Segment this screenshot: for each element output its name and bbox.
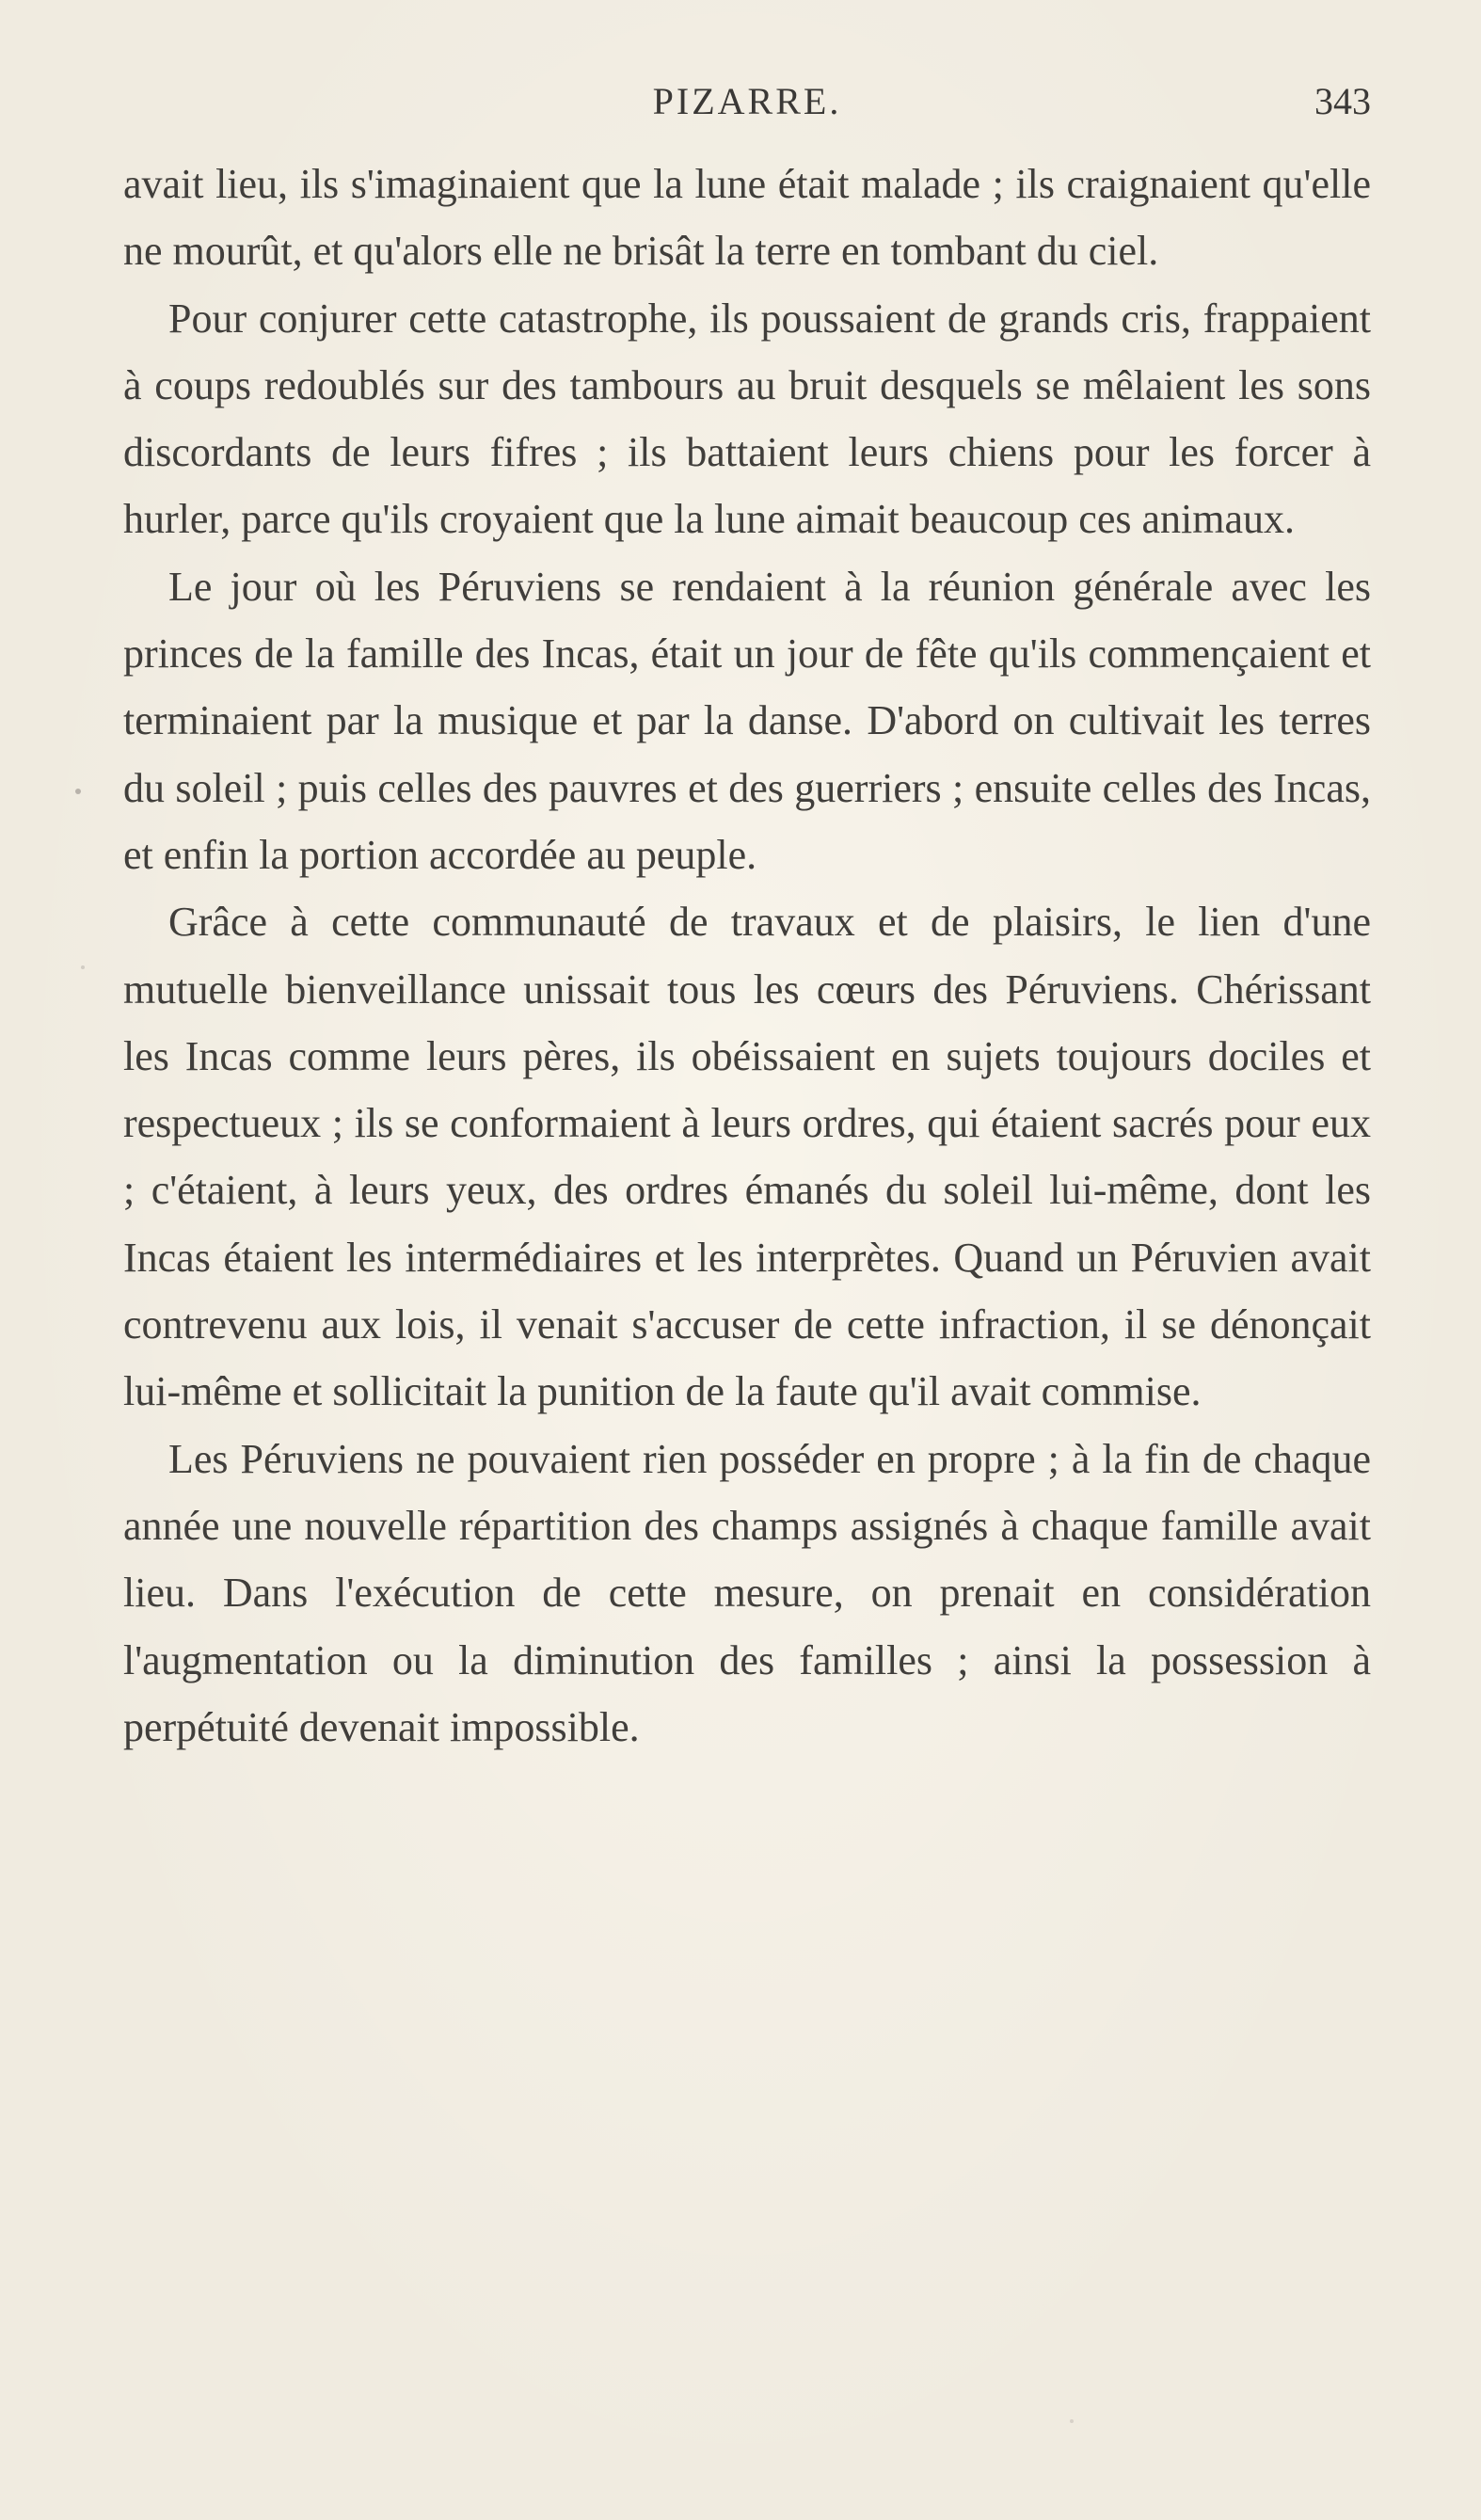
- page-number: 343: [1314, 80, 1371, 122]
- paragraph: Les Péruviens ne pouvaient rien posséder en propre ; à la fin de chaque année une nouvelle répartition des champs assignés à chaque famille avait lieu. Dans l'exécution de cette mesure, on prenait en considération l'augmentation ou la diminution des familles ; ainsi la possession à perpétuité devenait impossible.: [123, 1435, 1371, 1750]
- paragraph: Grâce à cette communauté de travaux et de plaisirs, le lien d'une mutuelle bienveillance unissait tous les cœurs des Péruviens. Chérissant les Incas comme leurs pères, ils obéissaient en sujets toujours dociles et respectueux ; ils se conformaient à leurs ordres, qui étaient sacrés pour eux ; c'étaient, à leurs yeux, des ordres émanés du soleil lui-même, dont les Incas étaient les intermédiaires et les interprètes. Quand un Péruvien avait contrevenu aux lois, il venait s'accuser de cette infraction, il se dénonçait lui-même et sollicitait la punition de la faute qu'il avait commise.: [123, 899, 1371, 1415]
- running-title: PIZARRE.: [652, 80, 842, 122]
- ink-speck: [1070, 2419, 1074, 2423]
- paragraph-continuation: avait lieu, ils s'imaginaient que la lune était malade ; ils craignaient qu'elle ne mourût, et qu'alors elle ne brisât la terre en tombant du ciel.: [123, 161, 1371, 275]
- paragraph: Le jour où les Péruviens se rendaient à la réunion générale avec les princes de la famille des Incas, était un jour de fête qu'ils commençaient et terminaient par la musique et par la danse. D'abord on cultivait les terres du soleil ; puis celles des pauvres et des guerriers ; ensuite celles des Incas, et enfin la portion accordée au peuple.: [123, 563, 1371, 878]
- page-header: [123, 79, 1371, 136]
- ink-speck: [75, 789, 81, 794]
- body-text: [123, 151, 1371, 1761]
- paragraph: Pour conjurer cette catastrophe, ils poussaient de grands cris, frappaient à coups redoublés sur des tambours au bruit desquels se mêlaient les sons discordants de leurs fifres ; ils battaient leurs chiens pour les forcer à hurler, parce qu'ils croyaient que la lune aimait beaucoup ces animaux.: [123, 295, 1371, 543]
- ink-speck: [81, 965, 85, 969]
